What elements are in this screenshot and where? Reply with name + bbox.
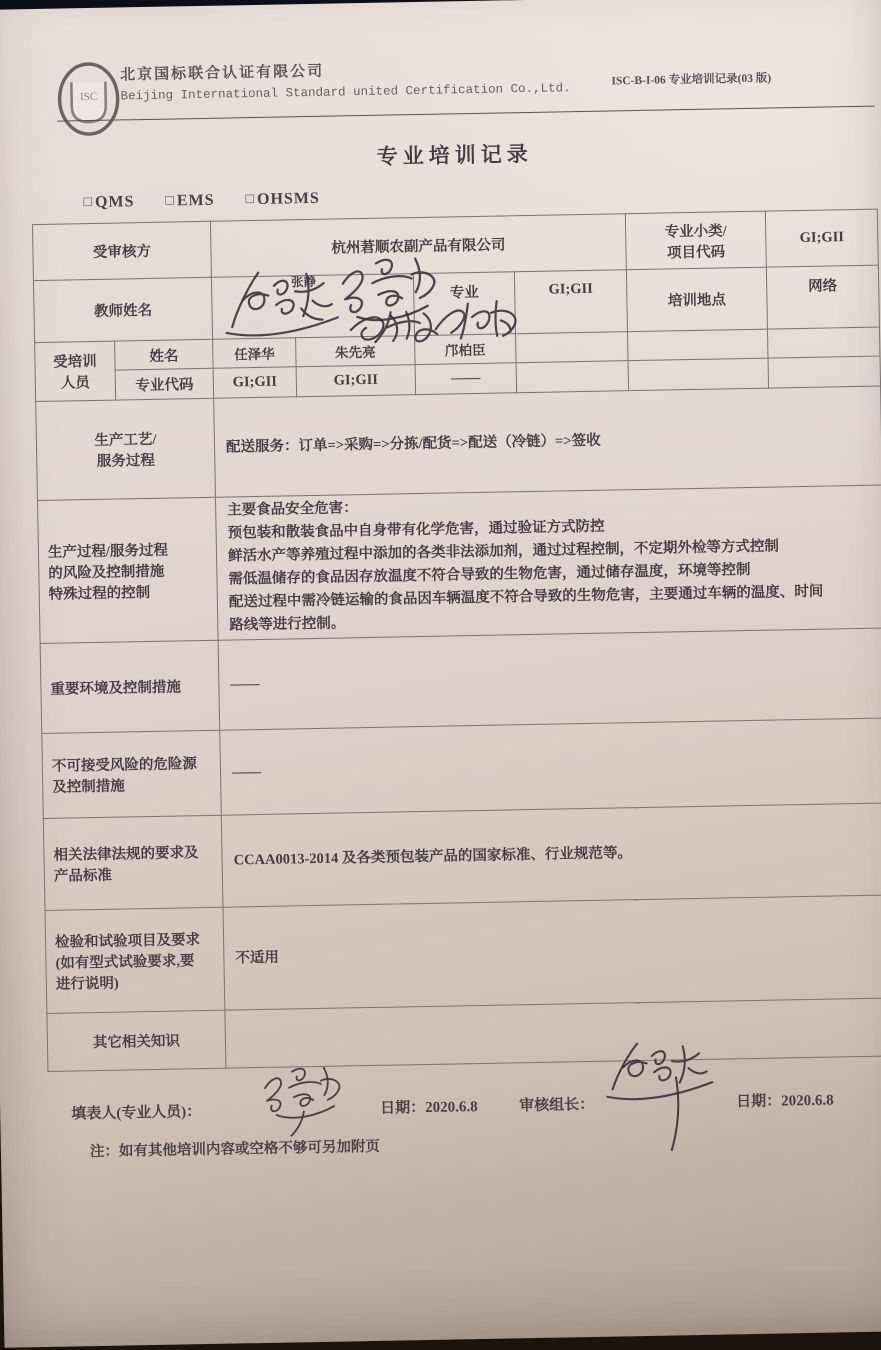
trainee-name: 邝柏臣 (415, 334, 517, 365)
training-record-table (32, 209, 881, 1072)
header-divider (57, 106, 875, 122)
trainee-name: 朱先亮 (296, 336, 416, 367)
trainee-code: GI;GII (213, 367, 297, 399)
environment-content: —— (218, 628, 881, 730)
qms-option: □ QMS (83, 193, 135, 211)
audited-party-label: 受审核方 (32, 221, 211, 280)
empty-cell (516, 332, 629, 363)
table-row (43, 803, 881, 910)
other-knowledge-content (225, 998, 881, 1068)
location-label: 培训地点 (626, 267, 767, 332)
audited-party-value: 杭州莙顺农副产品有限公司 (210, 214, 626, 278)
ems-option: □ EMS (165, 191, 215, 210)
preparer-date: 日期：2020.6.8 (380, 1099, 478, 1117)
teacher-signature-cell (211, 274, 414, 340)
trainee-code: —— (415, 363, 517, 395)
ohsms-option: □ OHSMS (245, 189, 320, 208)
risk-content: 主要食品安全危害： 预包装和散装食品中自身带有化学危害，通过验证方式防控 鲜活水产等养殖过程中添加的各类非法添加剂，通过过程控制，不定期外检等方式控制 需低温储存的食品因存放温度不符合导致的生物危害，通过储存温度，环境等控制 配送过程中需冷链运输的食品因车辆温度不符合导致的生物危害，主要通过车辆的温度、时间 路线等进行控制。 (215, 485, 881, 640)
trainee-name: 任泽华 (213, 338, 297, 369)
empty-cell (768, 356, 881, 388)
empty-cell (767, 327, 880, 358)
empty-cell (516, 361, 629, 393)
checkbox-icon: □ (83, 194, 94, 211)
document-code: ISC-B-I-06 专业培训记录(03 版) (611, 72, 772, 88)
svg-text:ISC: ISC (79, 90, 98, 104)
subcategory-label: 专业小类/ 项目代码 (625, 211, 766, 270)
inspection-label: 检验和试验项目及要求 (如有型式试验要求,要 进行说明) (45, 907, 225, 1013)
preparer-label: 填表人(专业人员)： (71, 1104, 202, 1123)
major-label: 专业 (413, 272, 515, 336)
trainee-group-label: 受培训 人员 (35, 341, 116, 401)
location-value: 网络 (766, 265, 879, 329)
table-row (45, 895, 881, 1013)
letterhead-company-cn: 北京国标联合认证有限公司 (120, 63, 325, 84)
trainee-code: GI;GII (296, 365, 416, 397)
regulations-label: 相关法律法规的要求及 产品标准 (43, 815, 223, 910)
code-label: 专业代码 (115, 368, 214, 400)
teacher-label: 教师姓名 (33, 277, 212, 342)
footnote: 注：如有其他培训内容或空格不够可另加附页 (89, 1138, 381, 1161)
table-row (36, 386, 881, 500)
page-title: 专业培训记录 (376, 141, 533, 169)
letterhead-company-en: Beijing International Standard united Certification Co.,Ltd. (120, 81, 571, 104)
other-knowledge-label: 其它相关知识 (47, 1010, 226, 1071)
checkbox-icon: □ (165, 193, 176, 209)
major-value: GI;GII (514, 270, 627, 334)
regulations-content: CCAA0013-2014 及各类预包装产品的国家标准、行业规范等。 (221, 803, 881, 907)
subcategory-value: GI;GII (765, 209, 878, 267)
risk-label: 生产过程/服务过程 的风险及控制措施 特殊过程的控制 (37, 497, 218, 643)
table-row (42, 718, 881, 818)
empty-cell (628, 329, 769, 361)
team-leader-label: 审核组长： (519, 1096, 595, 1115)
empty-cell (628, 358, 769, 391)
certification-logo-icon (55, 59, 122, 138)
process-content: 配送服务：订单=>采购=>分拣/配货=>配送（冷链）=>签收 (214, 386, 881, 497)
process-label: 生产工艺/ 服务过程 (36, 398, 216, 500)
system-options (83, 189, 346, 212)
inspection-content: 不适用 (223, 895, 881, 1010)
teacher-printed-name: 张静 (290, 274, 317, 290)
team-leader-date: 日期：2020.6.8 (735, 1092, 834, 1111)
hazard-content: —— (220, 718, 881, 815)
hazard-label: 不可接受风险的危险源 及控制措施 (42, 730, 222, 818)
name-label: 姓名 (115, 339, 214, 370)
environment-label: 重要环境及控制措施 (40, 640, 220, 733)
table-row (37, 485, 881, 643)
table-row (40, 628, 881, 733)
checkbox-icon: □ (245, 191, 256, 208)
